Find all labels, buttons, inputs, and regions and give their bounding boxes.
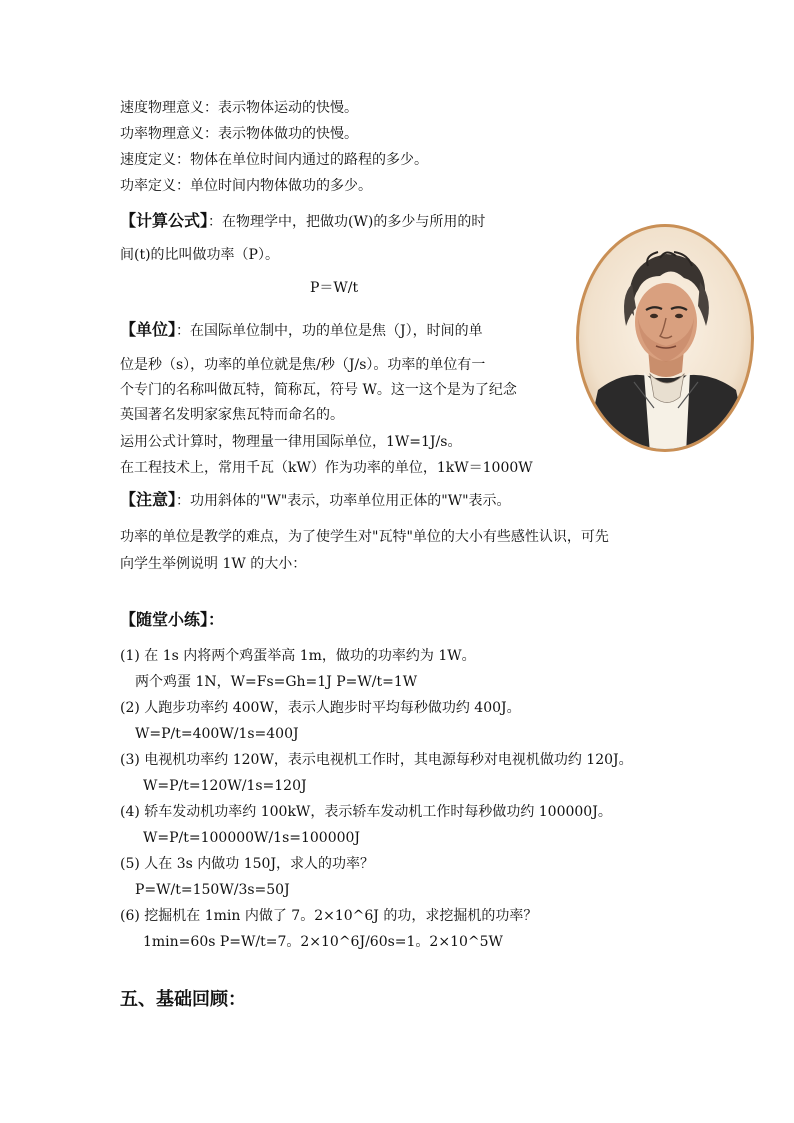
section-heading: 五、基础回顾： <box>120 989 246 1010</box>
unit-text-6: 在工程技术上，常用千瓦（kW）作为功率的单位，1kW＝1000W <box>120 460 533 476</box>
unit-text-4: 英国著名发明家家焦瓦特而命名的。 <box>120 407 344 423</box>
unit-label: 【单位】 <box>120 320 177 339</box>
text-power-definition: 功率定义：单位时间内物体做功的多少。 <box>120 178 372 194</box>
formula: P＝W/t <box>310 280 359 296</box>
practice-item-2: (2) 人跑步功率约 400W，表示人跑步时平均每秒做功约 400J。 <box>120 700 521 716</box>
unit-text-1: ：在国际单位制中，功的单位是焦（J），时间的单 <box>176 323 483 339</box>
practice-answer-4: W=P/t=100000W/1s=100000J <box>143 830 361 846</box>
practice-answer-1: 两个鸡蛋 1N，W=Fs=Gh=1J P=W/t=1W <box>135 674 418 690</box>
text-speed-definition: 速度定义：物体在单位时间内通过的路程的多少。 <box>120 152 428 168</box>
note-text: ：功用斜体的"W"表示，功率单位用正体的"W"表示。 <box>176 493 511 509</box>
practice-answer-5: P=W/t=150W/3s=50J <box>135 882 290 898</box>
text-speed-meaning: 速度物理意义：表示物体运动的快慢。 <box>120 100 358 116</box>
text-power-meaning: 功率物理意义：表示物体做功的快慢。 <box>120 126 358 142</box>
practice-item-3: (3) 电视机功率约 120W，表示电视机工作时，其电源每秒对电视机做功约 120J。 <box>120 752 633 768</box>
practice-item-4: (4) 轿车发动机功率约 100kW，表示轿车发动机工作时每秒做功约 100000J。 <box>120 804 612 820</box>
teaching-text-1: 功率的单位是教学的难点，为了使学生对"瓦特"单位的大小有些感性认识，可先 <box>120 529 609 545</box>
practice-answer-3: W=P/t=120W/1s=120J <box>143 778 307 794</box>
teaching-text-2: 向学生举例说明 1W 的大小： <box>120 556 307 572</box>
unit-text-5: 运用公式计算时，物理量一律用国际单位，1W=1J/s。 <box>120 434 462 450</box>
practice-item-5: (5) 人在 3s 内做功 150J，求人的功率？ <box>120 856 375 872</box>
practice-answer-2: W=P/t=400W/1s=400J <box>135 726 299 742</box>
unit-text-2: 位是秒（s），功率的单位就是焦/秒（J/s）。功率的单位有一 <box>120 357 486 373</box>
formula-text-2: 间(t)的比叫做功率（P）。 <box>120 247 279 263</box>
practice-heading: 【随堂小练】： <box>120 610 225 629</box>
formula-paragraph <box>120 211 485 232</box>
unit-paragraph <box>120 320 483 341</box>
unit-text-3: 个专门的名称叫做瓦特，简称瓦，符号 W。这一这个是为了纪念 <box>120 382 517 398</box>
note-paragraph <box>120 490 511 511</box>
formula-text-1: ：在物理学中，把做功(W)的多少与所用的时 <box>208 214 486 230</box>
practice-item-6: (6) 挖掘机在 1min 内做了 7。2×10^6J 的功，求挖掘机的功率？ <box>120 908 538 924</box>
practice-item-1: (1) 在 1s 内将两个鸡蛋举高 1m，做功的功率约为 1W。 <box>120 648 476 664</box>
formula-label: 【计算公式】 <box>120 211 209 230</box>
portrait-illustration <box>574 222 756 454</box>
practice-answer-6: 1min=60s P=W/t=7。2×10^6J/60s=1。2×10^5W <box>143 934 503 950</box>
note-label: 【注意】 <box>120 490 177 509</box>
